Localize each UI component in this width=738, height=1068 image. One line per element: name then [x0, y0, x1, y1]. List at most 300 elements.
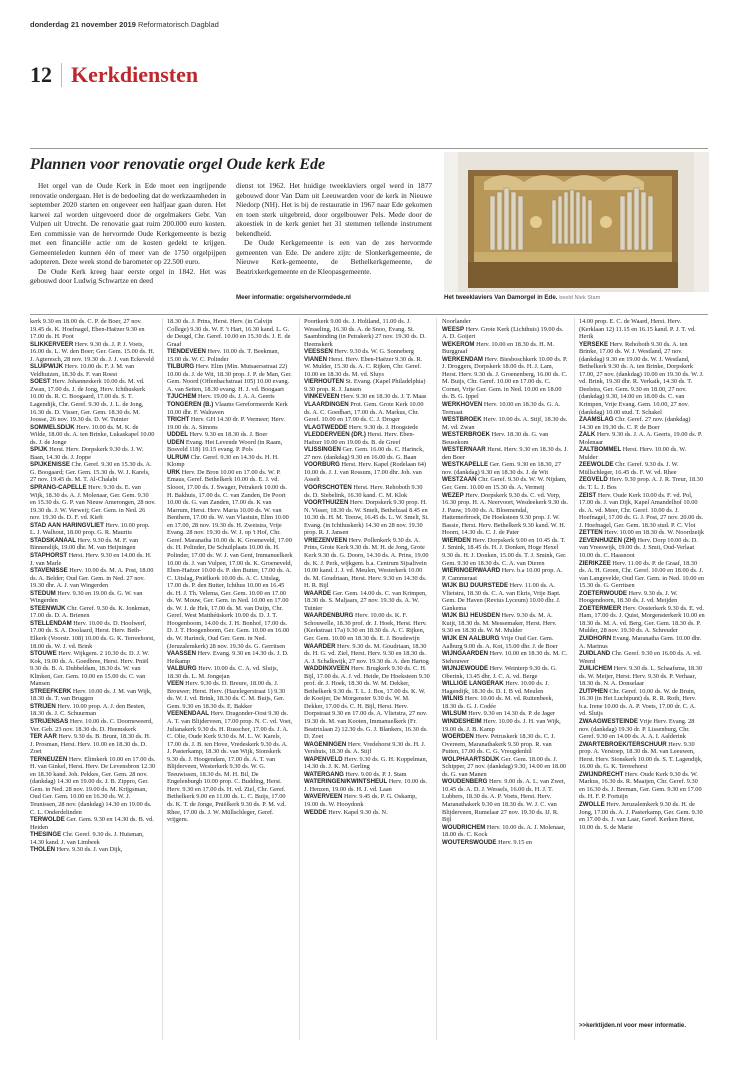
listing-entry: [304, 590, 430, 613]
service-times: Herv. 10.00 ds. M. vd. Ruitenbeek, 18.30 ds. G. J. Codée: [442, 695, 554, 710]
service-times: Herv. b.a 10.00 prop. A. P. Cammeraat: [442, 567, 563, 582]
page-number: 12: [30, 62, 52, 87]
listing-entry: [442, 401, 568, 416]
place-name: SOMMELSDIJK: [30, 423, 75, 431]
place-name: VRIEZENVEEN: [304, 536, 348, 544]
service-times: Chr. Geref. 10.00 ds. W. de Bruin, 16.30 (in Het Luchtpunt) ds. R. R. Roth, Herv. b.a. Irene 10.00 ds. A. P. Voets, 17.00 dr. C. A. vd. Sluijs: [579, 687, 697, 718]
listing-entry: [579, 605, 705, 635]
service-times: Herv. 10.00 ds. K. F. Schouwelle, 18.30 prof. dr. J. Hoek, Herst. Herv. (Kerkstraat 17a) 9.30 en 18.30 ds. A. C. Rijken, Ger. Gem. 10.00 en 18.30 ds. E. J. Boudewijn: [304, 612, 427, 642]
place-name: WILSUM: [442, 710, 467, 718]
service-times: Herv. 10.00 en 18.30 ds. M. C. Stehouwer: [442, 650, 568, 665]
service-times: Herst. Herv. Rehoboth 9.30 ds. D. Siebelink, 16.30 kand. C. M. Klok: [304, 484, 423, 499]
listing-entry: [304, 431, 430, 446]
listing-entry: [579, 771, 705, 801]
place-name: ZALTBOMMEL: [579, 446, 622, 454]
service-times: Chr. Geref. 9.30 ds. J. W. Müllschleger, 16.45 ds. F. W. vd. Rhee: [579, 461, 679, 476]
listing-entry: [304, 771, 430, 779]
listing-entry: [304, 378, 430, 393]
service-times: Ger. Gem. 18.00 ds. J. Schipper, 27 nov. (dankdag) 9.30, 14.00 en 18.00 ds. G. van Manen: [442, 755, 567, 778]
article-paragraph: Het orgel van de Oude Kerk in Ede moet een ingrijpende renovatie ondergaan. Het is de bedoeling dat de werkzaamheden in september 2020 starten en ongeveer een halfjaar gaan duren. Het karwei zal worden uitgevoerd door de orgelmakers Gebr. Van Vulpen uit Utrecht. De renovatie gaat ruim 200.000 euro kosten. Een commissie van de hervormde Oude Kerkgemeente is bezig met een financiële actie om de kosten gedekt te krijgen. Gemeenteleden kunnen één of meer van de 1750 orgelpijpen adopteren. Deze week stond de barometer op 22.500 euro.: [30, 181, 226, 267]
service-times: Herv. 9.30 ds. W. G. Sonneberg: [332, 348, 414, 356]
service-times: Herv. Petruskerk 18.30 ds. C. J. Overeem, Maranathakerk 9.30 prop. R. van Putten, 17.00 ds. C. G. Vreugdenhil: [442, 733, 556, 756]
place-name: WIJNGAARDEN: [442, 650, 489, 658]
place-name: VIERHOUTEN: [304, 378, 344, 386]
service-times: Herv. 9.00 ds. A. L. van Zwet, 10.45 ds. A. D. J. Wessels, 16.00 ds. H. J. T. Lubbers, 18.30 ds. A. P. Voets, Herst. Herv. Maranathakerk 9.30 en 18.30 ds. W. J. C. van Blijderveen, Rumelaar 27 nov. 19.30 ds. IJ. R. Bijl: [442, 778, 566, 824]
service-times: Herv. 10.00 ds. J. M. van Wijk, 18.30 ds. T. van Bruggen: [30, 687, 152, 703]
place-name: ZUILICHEM: [579, 665, 613, 673]
service-times: Chr. Geref. 27 nov. (dankdag) 14.30 en 19.30 ds. C. P. de Boer: [579, 416, 691, 431]
service-times: Herv. Weinterp 9.30 ds. G. Oberink, 13.45 dhr. J. C. A. vd. Berge: [442, 665, 557, 680]
listing-entry: [579, 461, 705, 476]
place-name: ZALK: [579, 431, 596, 439]
listing-entry: [30, 831, 156, 846]
service-times: Poortkerk 9.00 ds. J. Holtland, 11.00 ds. J. Wesseling, 16.30 ds. A. de Snoo, Evang. St. Saambinding (in Petrakerk) 27 nov. 19.30 ds. D. Heemskerk: [304, 318, 426, 348]
listing-entry: [304, 401, 430, 424]
listing-entry: [30, 378, 156, 423]
place-name: ZEGVELD: [579, 476, 608, 484]
service-times: Ger. Gem. 9.30 en 18.30, 27 nov. (dankdag) 9.30 en 18.30 ds. J. de Wit: [442, 461, 561, 476]
service-times: Herv. 9.30 ds. J. P. J. Voets, 16.00 ds. L. W. den Boer; Ger. Gem. 15.00 ds. H. J. Agteresch, 28 nov. 19.30 ds. J. J. van Eckeveld: [30, 340, 155, 363]
service-times: Herv. Biesboschkerk 10.00 ds. P. J. Droggers, Dorpskerk 18.00 ds. H. J. Lam, Herst. Herv. 9.30 ds. J. Groenenberg, 16.00 ds. C. M. Buijs, Chr. Geref. 10.00 en 17.00 ds. C. Cornet, Vrije Ger. Gem. in Ned. 10.00 en 18.00 ds. B. G. Ippel: [442, 355, 568, 401]
place-name: WAARDE: [304, 589, 332, 597]
service-times: Herv. 10.00 en 18.30 ds. W. Noordzeijk: [602, 529, 705, 537]
place-name: YERSEKE: [579, 340, 609, 348]
service-times: Herv. Grote Kerk (Lichthuis) 19.00 ds. A. D. Goijert: [442, 325, 564, 341]
listing-entry: [442, 695, 568, 710]
place-name: WOUDRICHEM: [442, 823, 486, 831]
listing-entry: [30, 446, 156, 461]
listing-entry: [579, 688, 705, 718]
article-column-2: [236, 181, 432, 276]
place-name: ZWOLLE: [579, 801, 605, 808]
listing-entry: [30, 537, 156, 552]
place-name: WIJNJEWOUDE: [442, 665, 489, 673]
listing-entry: [30, 703, 156, 718]
place-name: STRIJEN: [30, 702, 56, 710]
service-times: Herv. Dorpskerk 9.30 ds. C. vd. Vorp, 16.30 prop. H. A. Neervoort, Wesdeekerk 9.30 ds. J. Pauw, 19.00 ds. A. Bloemendal, Hattemerbroek, De Hoeksteen 9.30 prop. J. W. Bassie, Herst. Herv. Bethelkerk 9.30 kand. W. H. Hoorn, 14.30 ds. C. J. de Pater: [442, 491, 568, 537]
date-text: donderdag 21 november 2019: [30, 20, 136, 29]
place-name: VIANEN: [304, 355, 328, 363]
service-times: Herv. Oude Kerk 10.00 ds. F. vd. Pol, 17.00 ds. J. van Dijk, Kapel Amandelhof 10.00 ds. A. vd. Meer, Chr. Geref. 10.00 ds. J. Hoefnagel, 17.00 ds. G. J. Post, 27 nov. 20.00 ds. J. Hoefnagel, Ger. Gem. 18.30 stud. P. C. Vlot: [579, 491, 704, 529]
place-name: VOORTHUIZEN: [304, 499, 349, 507]
listing-entry: [579, 416, 705, 431]
listing-entry: [442, 431, 568, 446]
listing-entry: [30, 552, 156, 567]
place-name: WOUTERSWOUDE: [442, 838, 497, 846]
listing-entry: [304, 446, 430, 461]
listing-entry: [167, 650, 293, 665]
service-times: Herv. 11.00 ds. P. de Graaf, 18.30 ds. A. H. Groen, Chr. Geref. 10.00 en 18.00 ds. J. van Langevelde, Oud Ger. Gem. in Ned. 10.00 en 15.30 ds. G. Gerritsen: [579, 559, 705, 590]
listing-entry: [30, 522, 156, 537]
listing-entry: [304, 643, 430, 666]
place-name: STAPHORST: [30, 551, 68, 559]
column-divider: [436, 318, 437, 1040]
listing-entry: [304, 537, 430, 590]
listing-entry: [442, 492, 568, 537]
place-name: TERNEUZEN: [30, 755, 68, 763]
place-name: WINDESHEIM: [442, 717, 482, 725]
listing-entry: [304, 499, 430, 537]
kerktijden-link[interactable]: >>kerktijden.nl voor meer informatie.: [579, 1022, 687, 1029]
service-times: Herv. 9.30 ds. G. H. Koppelman, 14.30 ds. J. K. M. Gerling: [304, 755, 428, 771]
place-name: VLAGTWEDDE: [304, 423, 348, 431]
service-times: Herv. 10.00 ds. F. J. M. van Veldhuizen, 18.30 ds. F. van Roest: [30, 363, 135, 378]
listing-entry: [30, 718, 156, 733]
service-times: Herv. 10.00 en 18.30 ds. H. M. Burggraaf: [442, 340, 555, 356]
article-column-1: [30, 181, 226, 286]
listings-column-3: [304, 318, 430, 1040]
place-name: STRIJENSAS: [30, 717, 69, 725]
service-times: Herv. 10.00 ds. M. K. de Wilde, 18.00 ds. A. ten Brinke, Lukaskapel 10.00 ds. J. de Jonge: [30, 423, 155, 446]
place-name: WERKHOVEN: [442, 401, 483, 409]
service-times: Herv. 9.30 ds. L. Schaafsma, 18.30 ds. W. Meijer, Herst. Herv. 9.30 ds. P. Verhaar, 18.30 ds. N. A. Donselaar: [579, 665, 703, 688]
listing-entry: [304, 741, 430, 756]
service-times: Herv. Dorpskerk 9.00 en 10.45 ds. T. J. Smink, 18.45 ds. H. J. Donken, Hoge Hexel 9.30 ds. H. J. Donken, 15.00 ds. T. J. Smink, Ger. Gem. 9.30 en 18.30 ds. C. A. van Dieren: [442, 536, 567, 567]
service-times: Herst. Herv. 9.30 en 14.00 ds. H. J. van Marle: [30, 551, 152, 567]
listing-entry: [442, 356, 568, 401]
service-times: Herv. 9.30 ds. D. Breure, 18.00 ds. J. Brouwer; Herst. Herv. (Hazelegerstraat 1) 9.30 ds. W. J. vd. Brink, 18.30 ds. C. M. Buijs, Ger. Gem. 9.30 en 18.30 ds. E. Bakker: [167, 680, 286, 710]
listing-entry: [167, 348, 293, 363]
place-name: WAGENINGEN: [304, 740, 347, 748]
place-name: TERWOLDE: [30, 816, 65, 824]
service-times: Herv. Pollenkerk 9.30 ds. A. Prins, Grote Kerk 9.30 ds. M. H. de Jong, Grote Kerk 9.30 ds. G. Doorn, 14.30 ds. A. Prins, 19.00 ds. K. J. Perk, wijkgem. b.a. Centrum Sijsalivein 10.00 kand. J. J. vd. Meulen, Westerkerk 10.00 ds. M. Goudriaan, Herst. Herv. 9.30 en 14.30 ds. H. R. Bijl: [304, 536, 429, 590]
listing-entry: [579, 650, 705, 665]
listing-entry: [304, 809, 430, 817]
service-times: Herst. Herv. Eben-Haëzer 9.30 ds. R. W. Mulder, 15.30 ds. A. C. Rijken, Chr. Geref. 10.00 en 18.30 ds. M. vd. Sluys: [304, 355, 423, 378]
service-times: Ger. Gem. 14.00 ds. C. van Krimpen, 18.30 ds. S. Maljaars, 27 nov. 19.30 ds. A. W. Tuinier: [304, 589, 427, 612]
place-name: THESINGE: [30, 831, 62, 839]
place-name: WADDINXVEEN: [304, 665, 350, 673]
service-times: Herv. Dorp 10.00 ds. D. van Vreeswijk, 19.00 ds. J. Smit, Oud-Verlaat 10.00 ds. C. Haasnoot: [579, 536, 698, 559]
place-name: WIERDEN: [442, 536, 471, 544]
place-name: VEESSEN: [304, 348, 333, 356]
place-name: VOORSCHOTEN: [304, 484, 352, 492]
listing-entry: [167, 401, 293, 416]
service-times: Herv. 10.00 ds. A. Stijf, 18.30 ds. M. vd. Zwan: [442, 416, 568, 431]
listing-entry: [304, 424, 430, 432]
listings-top-rule: [30, 314, 708, 315]
service-times: Herv. Evang. 9.30 en 14.30 ds. J. D. Heikamp: [167, 650, 289, 665]
place-name: ZWARTEBROEK/TERSCHUUR: [579, 740, 667, 748]
service-times: Herv. Wijkgem. 2 10.30 ds. D. J. W. Kok, 19.00 ds. A. Goedbree, Herst. Herv. Pniël 9.30 ds. B. A. Dubbeldam, 18.30 ds. W. van Klinken, Ger. Gem. 10.00 en 15.00 ds. C. van Mansen: [30, 650, 150, 688]
listing-entry: [167, 363, 293, 393]
listing-entry: [30, 484, 156, 522]
service-times: Herv. 10.00 ds. D. Hoolwerf, 17.00 ds. S. A. Doolaard, Herst. Herv. Beth-Elkerk (Voorstr. 108) 10.00 ds. G. K. Terreehorst, 18.00 ds. W. J. vd. Brink: [30, 619, 155, 650]
listing-entry: [442, 650, 568, 665]
place-name: ZIERIKZEE: [579, 559, 611, 567]
service-times: Herst. Herv. Eben-Haëzer 10.00 en 19.00 ds. B. de Greef: [304, 431, 415, 446]
service-times: Herv. 10.00 prop. A. J. den Besten, 18.30 ds. J. C. Schuurman: [30, 702, 146, 718]
listing-entry: [30, 756, 156, 816]
caption-text: Het tweeklaviers Van Damorgel in Ede.: [444, 294, 558, 301]
section-title: Kerkdiensten: [71, 62, 199, 87]
listing-entry: [442, 756, 568, 779]
listing-entry: [167, 393, 293, 401]
service-times: Herv. 19.00 ds. J. A. A. Geerts: [196, 393, 275, 401]
listing-entry: [442, 665, 568, 680]
place-name: WEESP: [442, 325, 465, 333]
service-times: Herv. 10.00 ds. M. A. Post, 18.00 ds. A. Belder; Oud Ger. Gem. in Ned. 27 nov. 19.30 dhr. A. J. van Wingerden: [30, 567, 154, 590]
place-name: URK: [167, 468, 181, 476]
place-name: WOUDENBERG: [442, 778, 488, 786]
service-times: Herv. 9.30 ds. J. W. Hoogendoorn, 18.30 ds. J. vd. Meijden: [579, 589, 678, 605]
article-paragraph: dienst tot 1962. Het huidige tweeklaviers orgel werd in 1877 gebouwd door Van Dam uit Leeuwarden voor de kerk in Nieuwe Niedorp (NH). Het is bij de restauratie in 1967 naar Ede gekomen en toen sterk uitgebreid, door orgelbouwer Pels. Mede door de akoestiek in de kerk geniet het 31 stemmen tellende instrument bekendheid.: [236, 181, 432, 238]
place-name: STREEFKERK: [30, 687, 72, 695]
place-name: WESTKAPELLE: [442, 461, 489, 469]
listing-entry: [30, 846, 156, 854]
listing-entry: [442, 341, 568, 356]
service-times: Herv. 10.00 ds. J. Henzen, 19.00 ds. H. J. vd. Laan: [304, 778, 427, 793]
dateline: [30, 20, 219, 29]
service-times: Herv. 10.00 ds. C. A. vd. Sluijs, 18.30 ds. L. M. Jongejan: [167, 665, 279, 680]
listing-entry: [442, 680, 568, 695]
place-name: WESTZAAN: [442, 476, 477, 484]
place-name: VLISSINGEN: [304, 446, 341, 454]
listing-entry: [442, 416, 568, 431]
service-times: St. Evang. (Kapel Philadelphia) 9.30 prop. R. J. Jansen: [304, 378, 426, 393]
listing-entry: [30, 567, 156, 590]
service-times: Herv. 9.15 en: [496, 838, 532, 846]
article-paragraph: De Oude Kerkgemeente is een van de zes hervormde gemeenten van Ede. De andere zijn: de Slonkerkgemeente, de Nieuwe Kerk-gemeente, de Bethelkerkgemeente, de Beatrixkerkgemeente en de Kleopasgemeente.: [236, 238, 432, 276]
service-times: Herst. Herv. Dorpskerk 9.30 ds. J. W. Baan, 14.30 ds. J. Joppe: [30, 446, 144, 461]
service-times: Herv. 10.00 ds. C. Doorneweerd, Ver. Geb. 23 nov. 18.30 ds. D. Heemskerk: [30, 717, 153, 733]
service-times: Herv. 9.30 ds. J. Hoogstede: [347, 423, 419, 431]
place-name: TONGEREN (B.): [167, 401, 214, 409]
listing-entry: [304, 393, 430, 401]
service-times: 18.30 ds. J. Prins, Herst. Herv. (in Calvijn College) 9.30 ds. W. F. 't Hart, 16.30 kand. L. G. de Deugd, Chr. Geref. 10.00 en 15.30 ds. J. E. de Graaf: [167, 318, 291, 348]
listing-entry: [304, 793, 430, 808]
service-times: Herst. Herv. Kapel (Rodelaan 64) 10.00 ds. J. J. van Rossum, 17.00 dhr. Joh. van Asselt: [304, 461, 427, 484]
header-divider: [61, 63, 62, 87]
service-times: Herv. 10.00 ds. A. J. Molenaar, 18.00 ds. C. Kock: [442, 823, 566, 839]
service-times: Herv. 10.00 ds. J. H. van Wijk, 19.00 ds. J. B. Kamp: [442, 717, 561, 733]
place-name: WEZEP: [442, 491, 464, 499]
listing-entry: [30, 688, 156, 703]
service-times: 14.00 prop. E. C. de Waard, Herst. Herv. (Kerklaan 12) 11.15 en 16.15 kand. P. J. T. vd. Herik: [579, 318, 696, 341]
more-info-link[interactable]: Meer informatie: orgelshervormdede.nl: [236, 294, 351, 301]
service-times: Herv. 9.30 ds. M. A. Kuijt, 18.30 ds. M. Messemaker, Herst. Herv. 9.30 en 18.30 ds. W. M. Mulder: [442, 612, 557, 635]
place-name: VINKEVEEN: [304, 393, 340, 401]
service-times: Herv. GH 14.30 dr. P. Vermeer; Herv. 19.00 ds. A. Simons: [167, 416, 285, 431]
listing-entry: [442, 537, 568, 567]
place-name: VEEN: [167, 680, 184, 688]
place-name: THOLEN: [30, 846, 56, 854]
place-name: WILLIGE LANGERAK: [442, 680, 504, 688]
service-times: Vrije Herv. Evang. 28 nov. (dankdag) 19.30 dr. P. Lissenburg, Chr. Geref. 9.30 en 14.00 ds. A. A. I. Aalderink: [579, 717, 695, 741]
place-name: ZUTPHEN: [579, 687, 608, 695]
service-times: Evang. Maranatha Gem. 10.00 dhr. A. Marinus: [579, 634, 702, 650]
service-times: Herv. 9.30 en 14.30 ds. P. de Jager: [466, 710, 555, 718]
service-times: Herv. 9.00 ds. P. J. Stam: [343, 770, 407, 778]
place-name: WAVERVEEN: [304, 793, 343, 801]
listing-entry: [579, 560, 705, 590]
service-times: Herv. 9.30 ds. J. A. A. Geerts, 19.00 ds. P. Molenaar: [579, 431, 703, 446]
listing-entry: [442, 326, 568, 341]
service-times: Herv. De Bron 10.00 en 17.00 ds. W. P. Emaus, Geref. Bethelkerk 10.00 ds. E. J. vd. Slooot, 17.00 ds. J. Swager, Petrakerk 10.00 ds. H. Bakhuis, 17.00 ds. C. van Zanden, De Poort 10.00 ds. G. van Zanden, 17.00 ds. K van Marrum, Herst. Herv. Maria 10.00 ds. W. van Benthem, 17.00 ds. W. van Vlastuin, Elim 10.00 en 17.00, 28 nov. 19.30 ds. H. Zweistra, Vrije Evang. 28 nov. 19.30 ds. W. J. op 't Hof, Chr. Geref. Maranatha 10.00 ds. K. Groeneveld, 17.00 ds. H. Polinder, De Schuilplaats 10.00 ds. H. Polinder, 17.00 ds. W. J. van Gent, Immanuelkerk 10.00 ds. J. van Vulpen, 17.00 ds. K. Groeneveld, Eben-Haëzer 10.00 ds. P. den Butter, 17.00 ds. A. C. Uitslag, Pniëlkerk 10.00 ds. A. C. Uitslag, 17.00 ds. P. den Butter, Ichthus 10.00 en 16.45 ds. H. J. Th. Velema, Ger. Gem. 10.00 en 17.00 ds. W. Mouw, Ger. Gem. in Ned. 10.00 en 17.00 ds. W. J. de Hek, 17.00 ds. M. van Duijn, Chr. Geref. West Matthéüskerk 10.00 ds. D. J. T. Hoogenboom, 14.00 ds. J. H. Bonhof, 17.00 ds. D. J. T. Hoogenboom, Ger. Gem. 10.00 en 16.00 ds. W. Harinck, Oud Ger. Gem. in Ned. (Jeruzalemkerk) 28 nov. 19.30 ds. G. Gerritsen: [167, 468, 293, 650]
listing-entry: [442, 710, 568, 718]
place-name: WIERINGERWAARD: [442, 567, 501, 575]
listing-entry: [442, 824, 568, 839]
listing-entry: [579, 318, 705, 341]
column-divider: [299, 318, 300, 1040]
listings-column-1: [30, 318, 156, 1040]
place-name: UDDEL: [167, 431, 188, 439]
organ-illustration: [444, 152, 709, 292]
service-times: Herv. 9.30 ds. E. van Wijk, 18.30 ds. A. J. Molenaar, Ger. Gem. 9.30 en 15.30 ds. G. P. van Nieuw Amerongen, 28 nov. 19.30 ds. J. W. Verweij; Ger. Gem. in Ned. 26 nov. 19.30 ds. D. F. vd. Kieft: [30, 484, 156, 522]
service-times: Herv. 9.30 ds. B. Brunt, 18.30 ds. H. J. Prosman, Herst. Herv. 10.00 en 18.30 ds. D. Zoet: [30, 733, 151, 756]
service-times: Herv. Rehoboth 9.30 ds. A. ten Brinke, 17.00 ds. W. J. Westland, 27 nov. (dankdag) 9.30 en 19.00 ds. W. J. Westland, Bethelkerk 9.30 ds. A. ten Brinke, Dorpskerk 17.00, 27 nov. (dankdag) 10.00 en 19.30 ds. W. J. vd. Brink, 19.30 dhr. R. Verkaik, 14.30 ds. T. Deelstra, Ger. Gem. 9.30 en 18.00, 27 nov. (dankdag) 9.30, 14.00 en 18.00 ds. C. van Krimpen, Vrije Evang. Gem. 10.00, 27 nov. (dankdag) 10.00 stud. T. Schakel: [579, 340, 704, 416]
place-name: SPIJKENISSE: [30, 461, 70, 469]
feature-top-rule: [30, 148, 708, 149]
listing-entry: [304, 348, 430, 356]
service-times: kerk 9.30 en 18.00 ds. C. P. de Boer, 27 nov. 19.45 ds. K. Hoefnagel, Eben-Haëzer 9.30 en 17.00 ds. H. Poot: [30, 318, 145, 341]
service-times: Herv. 9.30 ds. M. Goudriaan, 18.30 ds. H. G. vd. Ziel, Herst. Herv. 9.30 en 18.30 ds. A. J. Schalkwijk, 27 nov. 19.30 ds. A. den Hartog: [304, 642, 429, 665]
listing-entry: [442, 778, 568, 823]
place-name: ZETTEN: [579, 529, 603, 537]
place-name: ZWAAGWESTEINDE: [579, 717, 638, 725]
listing-entry: [579, 741, 705, 771]
place-name: UDEN: [167, 438, 185, 446]
listing-entry: [167, 318, 293, 348]
listing-entry: [579, 537, 705, 560]
place-name: STEDUM: [30, 589, 56, 597]
listing-entry: [442, 582, 568, 612]
place-name: WOLPHAARTSDIJK: [442, 755, 500, 763]
service-times: Herv. 9.45 ds. P. G. Oskamp, 19.00 ds. W. Hooydonk: [304, 793, 417, 808]
place-name: VLEDDERVEEN (DR.): [304, 431, 366, 439]
service-times: Herv. Vredehorst 9.30 ds. H. J. Vershuis, 18.30 ds. A. Stijf: [304, 740, 426, 756]
service-times: Chr. Geref. 9.30 ds. K. Jonkman, 17.00 ds. D. A. Brienen: [30, 604, 151, 620]
listing-entry: [30, 424, 156, 447]
listing-entry: [167, 710, 293, 823]
listing-entry: [442, 446, 568, 461]
listing-entry: [579, 529, 705, 537]
service-times: Ger. Gem. 9.30 en 14.30 ds. B. vd. Heiden: [30, 816, 154, 831]
listing-entry: [442, 567, 568, 582]
listing-entry: [579, 665, 705, 688]
column-divider: [162, 318, 163, 1040]
listing-entry: [442, 461, 568, 476]
service-times: Ger. Gem. 16.00 ds. C. Harinck, 27 nov. (dankdag) 9.30 en 16.00 ds. G. Baan: [304, 446, 424, 461]
service-times: Prot. Gem. Grote Kerk 10.00 ds. A. C. Goedhart, 17.00 ds. A. Markus, Chr. Geref. 10.00 en 17.00 ds. C. J. Droger: [304, 401, 424, 424]
listing-entry: [167, 469, 293, 650]
listing-entry: [167, 431, 293, 439]
place-name: VALBURG: [167, 665, 197, 673]
service-times: Chr. Geref. 9.30 en 15.30 ds. A. G. Boogaard; Ger. Gem. 15.30 ds. W. J. Karels, 27 nov. 19.45 ds. M. T. Al-Chalabi: [30, 461, 152, 484]
place-name: TJUCHEM: [167, 393, 197, 401]
place-name: WOERDEN: [442, 733, 474, 741]
listing-entry: [579, 341, 705, 416]
service-times: Herv. 9.30 en 18.30 ds. J. Boer: [188, 431, 268, 439]
place-name: TILBURG: [167, 363, 195, 371]
listing-entry: [579, 446, 705, 461]
place-name: STAD AAN HARINGVLIET: [30, 521, 104, 529]
service-times: Herv. Oosterkerk 9.30 ds. E. vd. Ham, 17.00 ds. J. Quist, Morgensterkerk 10.00 en 18.30 ds. M. A. vd. Berg, Ger. Gem. 18.30 ds. P. Mulder, 28 nov. 19.30 ds. A. Schreuder: [579, 604, 705, 635]
service-times: Herv. 9.30 ds. J. van Dijk,: [55, 846, 123, 854]
listing-entry: [442, 718, 568, 733]
service-times: Herv. Johanneskerk 10.00 ds. M. vd. Zwan, 17.00 ds. J. de Jong, Herv. Ichthuskerk 10.00 ds. R. C. Boogaard, 17.00 ds. S. T. Lagendijk, Chr. Geref. 9.30 ds. J. L. de Jong, 16.30 ds. D. Visser, Ger. Gem. 18.30 ds. M. Joosse, 26 nov. 19.30 ds. D. W. Tuinier: [30, 378, 146, 424]
service-times: Herv. 10.00 prop. L. J. Walhout, 18.00 prop. G. R. Maurits: [30, 521, 150, 537]
listing-entry: [30, 590, 156, 605]
place-name: WEKEROM: [442, 340, 475, 348]
service-times: Herv. 10.00 ds. J. Hagendijk, 18.30 ds. D. I. B vd. Meulen: [442, 680, 550, 695]
listing-entry: [579, 431, 705, 446]
place-name: STELLENDAM: [30, 619, 72, 627]
place-name: ZUIDHORN: [579, 634, 612, 642]
listing-entry: [167, 665, 293, 680]
service-times: Herv. 9.30 prop. A. J. R. Treur, 18.30 ds. T. L. J. Bos: [579, 476, 703, 492]
listings-column-2: [167, 318, 293, 1040]
listing-entry: [30, 816, 156, 831]
place-name: SOEST: [30, 378, 51, 386]
listing-entry: [442, 733, 568, 756]
listing-entry: [579, 718, 705, 741]
listing-entry: [304, 756, 430, 771]
listing-entry: [304, 356, 430, 379]
place-name: WERKENDAM: [442, 355, 483, 363]
service-times: Herv. Oude Kerk 9.30 ds. W. Markus, 16.30 ds. R. Maaijen, Chr. Geref. 9.30 en 16.30 ds. J. Breman, Ger. Gem. 9.30 en 17.00 ds. H. F. P. Fortuijn: [579, 770, 702, 801]
article-paragraph: De Oude Kerk kreeg haar eerste orgel in 1842. Het was gebouwd door Ludwig Schwartze en deed: [30, 266, 226, 286]
service-times: Chr. Geref. 9.30 en 14.30 ds. H. H. Klomp: [167, 453, 279, 469]
place-name: WESTBROEK: [442, 416, 482, 424]
place-name: TRICHT: [167, 416, 190, 424]
listing-entry: [30, 733, 156, 756]
place-name: WAARDENBURG: [304, 612, 354, 620]
publication-name: Reformatorisch Dagblad: [137, 20, 219, 29]
listing-entry: [304, 778, 430, 793]
place-name: TER AAR: [30, 733, 57, 741]
service-times: Chr. Geref. 9.30 en 16.00 ds. A. vd. Weerd: [579, 650, 702, 665]
listing-entry: [30, 650, 156, 688]
listings-column-4: [442, 318, 568, 1040]
place-name: ZAAMSLAG: [579, 416, 614, 424]
service-times: Herst. Herv. 9.30 en 18.30 ds. J. den Boer: [442, 446, 568, 461]
place-name: WIJK BIJ HEUSDEN: [442, 612, 500, 620]
listing-entry: [30, 605, 156, 620]
service-times: Vrije Oud Ger. Gem. Aalburg 9.00 ds. A. Kot, 15.00 dhr. J. de Boer: [442, 634, 558, 650]
service-times: Chr. Geref. 9.30 ds. W. W. Nijdam, Ger. Gem. 10.00 en 15.30 ds. A. Vermeij: [442, 476, 567, 492]
place-name: WATERINGEN/KWINTSHEUL: [304, 778, 388, 786]
place-name: WILNIS: [442, 695, 464, 703]
service-times: Herv. Kapel 9.30 ds. N.: [326, 808, 388, 816]
place-name: WIJK EN AALBURG: [442, 634, 500, 642]
place-name: VAASSEN: [167, 650, 197, 658]
listing-entry: [442, 839, 568, 847]
place-name: ZUIDLAND: [579, 650, 611, 658]
service-times: Herv. Elim (Min. Mutsaersstraat 22) 10.00 ds. J. de Wit, 18.30 prop. J. P. de Man, Ger. Gem. Noord (Offenbachstraat 105) 10.00 evang. A. van Setten, 18.30 evang. H. J. vd. Boogaart: [167, 363, 292, 393]
service-times: Chr. Geref. 9.30 ds. J. Huisman, 14.30 kand. J. van Limbeek: [30, 831, 144, 846]
listing-entry: [442, 318, 568, 326]
listing-entry: [304, 612, 430, 642]
place-name: SPIJK: [30, 446, 48, 454]
listing-entry: [167, 416, 293, 431]
listing-entry: [579, 492, 705, 530]
service-times: Herv. Elimkerk 10.00 en 17.00 ds. H. van Ginkel, Herst. Herv. De Levensbron 12.30 en 18.30 kand. Joh. Pekkes, Ger. Gem. 28 nov. (dankdag) 14.30 en 19.00 ds. J. B. Zippro, Ger. Gem. in Ned. 28 nov. 19.00 ds. M. Krijgsman, Oud Ger. Gem. 10.00 en 16.30 ds. W. J. Teunissen, 28 nov. (dankdag) 14.30 en 19.00 ds. C. L. Onderdelinden: [30, 755, 156, 816]
place-name: WATERGANG: [304, 770, 344, 778]
place-name: SLIKKERVEER: [30, 340, 74, 348]
service-times: Herv. Jeruzalemkerk 9.30 ds. H. de Jong, 17.00 ds. A. J. Pasterkamp, Ger. Gem. 9.30 en 17.00 ds. J. van Laar, Geref. Kerken Herst. 10.00 ds. S. de Marie: [579, 801, 703, 831]
place-name: ZOETERWOUDE: [579, 589, 627, 597]
organ-photo: [444, 152, 709, 292]
listing-entry: [442, 635, 568, 650]
listing-entry: [579, 801, 705, 831]
place-name: STOUWE: [30, 650, 57, 658]
listing-entry: [304, 461, 430, 484]
place-name: WIJK BIJ DUURSTEDE: [442, 582, 509, 590]
place-name: WAPENVELD: [304, 755, 343, 763]
place-name: SPRANG-CAPELLE: [30, 484, 87, 492]
service-times: Herv. 9.30 en 19.00 ds. G. W. van Wingerden: [30, 589, 143, 605]
